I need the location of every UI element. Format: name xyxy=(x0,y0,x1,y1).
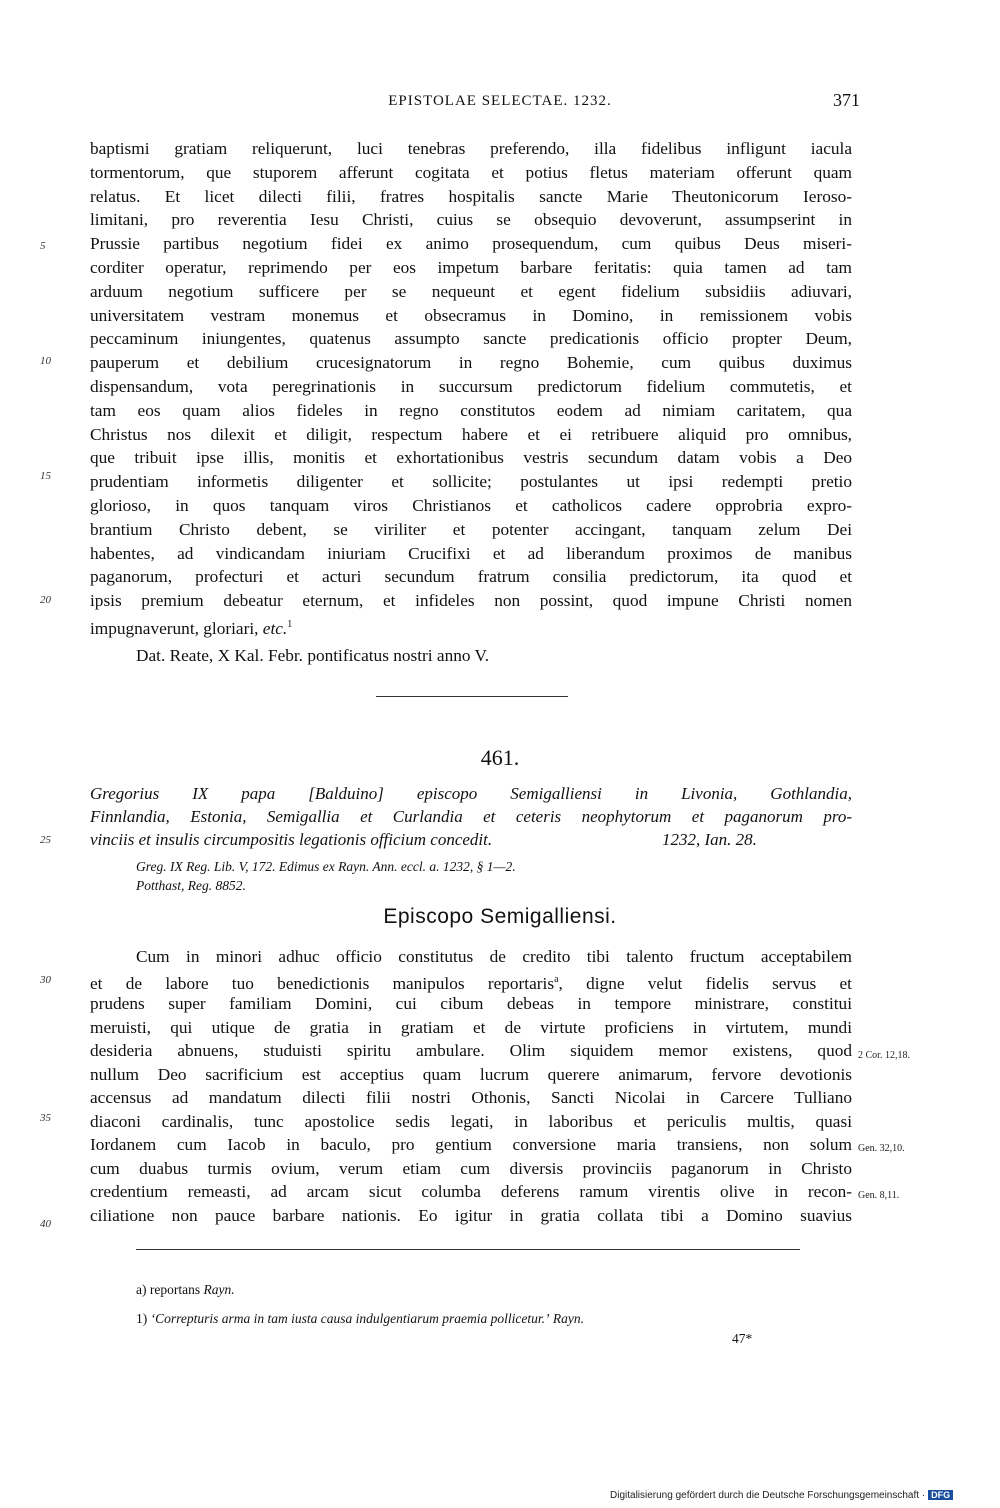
addressee-heading: Episcopo Semigalliensi. xyxy=(383,905,617,928)
sheet-signature: 47* xyxy=(732,1331,753,1346)
line-number: 5 xyxy=(40,240,46,252)
margin-reference: 2 Cor. 12,18. xyxy=(858,1050,910,1061)
margin-reference: Gen. 8,11. xyxy=(858,1190,900,1201)
text-line: limitani, pro reverentia Iesu Christi, cuius se obsequio devoverunt, assumpserint in xyxy=(90,210,852,230)
text-line: meruisti, qui utique de gratia in gratiam et de virtute proficiens in virtutem, mundi xyxy=(90,1017,852,1037)
summary-date: 1232, Ian. 28. xyxy=(662,830,757,849)
document-number: 461. xyxy=(480,745,520,770)
margin-reference: Gen. 32,10. xyxy=(858,1143,905,1154)
text-line: tormentorum, que stuporem afferunt cogitata et potius fletus materiam offerunt quam xyxy=(90,162,852,182)
line-number: 10 xyxy=(40,355,51,367)
text-line: credentium remeasti, ad arcam sicut columba deferens ramum virentis olive in recon- xyxy=(90,1182,852,1201)
summary-line: Finnlandia, Estonia, Semigallia et Curlandia et ceteris neophytorum et paganorum pro- xyxy=(90,807,852,826)
dfg-logo: DFG xyxy=(928,1490,953,1500)
text-line: nullum Deo sacrificium est acceptius quam lucrum querere animarum, fervore devotionis xyxy=(90,1064,852,1084)
text-line: universitatem vestram monemus et obsecramus in Domino, in remissionem vobis xyxy=(90,305,852,325)
page-number: 371 xyxy=(833,90,860,110)
digitization-credit: Digitalisierung gefördert durch die Deutsche Forschungsgemeinschaft · DFG xyxy=(610,1490,953,1501)
text-line: corditer operatur, reprimendo per eos impetum barbare feritatis: quia tamen ad tam xyxy=(90,258,852,277)
summary-line: vinciis et insulis circumpositis legationis officium concedit. xyxy=(90,830,493,849)
text-line: et de labore tuo benedictionis manipulos reportaris$^a$, digne velut fidelis servus et xyxy=(90,973,852,993)
footnote-1: 1) ‘Correpturis arma in tam iusta causa indulgentiarum praemia pollicetur.’ Rayn. xyxy=(136,1311,584,1326)
text-line: que tribuit ipse illis, monitis et exhortationibus vestris secundum datam vobis a Deo xyxy=(90,448,852,468)
footnote-a: a) reportans Rayn. xyxy=(136,1282,235,1297)
text-line: Prussie partibus negotium fidei ex animo prosequendum, cum quibus Deus miseri- xyxy=(90,234,852,254)
source-reference: Greg. IX Reg. Lib. V, 172. Edimus ex Rayn. Ann. eccl. a. 1232, § 1—2. xyxy=(136,859,516,874)
text-line: diaconi cardinalis, tunc apostolice sedis legati, in laboribus et periculis multis, quasi xyxy=(90,1111,852,1131)
text-line: accensus ad mandatum dilecti filii nostri Othonis, Sancti Nicolai in Carcere Tulliano xyxy=(90,1088,852,1107)
running-title: EPISTOLAE SELECTAE. 1232. xyxy=(388,93,612,109)
text-line: cum duabus turmis ovium, verum etiam cum diversis provinciis paganorum in Christo xyxy=(90,1158,852,1178)
text-line: tam eos quam alios fideles in regno constitutos eodem ad nimiam caritatem, qua xyxy=(90,400,852,420)
text-line: ciliatione non pauce barbare nationis. Eo igitur in gratia collata tibi a Domino suavius xyxy=(90,1205,852,1225)
section-divider xyxy=(376,696,568,697)
source-reference: Potthast, Reg. 8852. xyxy=(136,878,246,893)
text-line: baptismi gratiam reliquerunt, luci tenebras preferendo, illa fidelibus infligunt iacula xyxy=(90,139,852,158)
text-line: arduum negotium sufficere per se nequeunt et egent fidelium subsidiis adiuvari, xyxy=(90,281,852,301)
line-number: 35 xyxy=(40,1112,51,1124)
text-line: dispensandum, vota peregrinationis in succursum predictorum fidelium commutetis, et xyxy=(90,377,852,396)
line-number: 15 xyxy=(40,470,51,482)
line-number: 30 xyxy=(40,974,51,986)
text-line: glorioso, in quos tanquam viros Christianos et catholicos cadere opprobria expro- xyxy=(90,496,852,515)
footnote-rule xyxy=(136,1249,800,1250)
text-line: paganorum, profecturi et acturi secundum fratrum consilia predictorum, ita quod et xyxy=(90,567,852,587)
text-line: brantium Christo debent, se viriliter et potenter accingant, tanquam zelum Dei xyxy=(90,519,852,539)
line-number: 25 xyxy=(40,834,51,846)
text-line: impugnaverunt, gloriari, etc.$^1$ xyxy=(90,618,293,638)
text-line: Iordanem cum Iacob in baculo, pro gentium conversione maria transiens, non solum xyxy=(90,1135,852,1154)
text-line: prudens super familiam Domini, cui cibum debeas in tempore ministrare, constitui xyxy=(90,994,852,1013)
text-line: ipsis premium debeatur eternum, et infideles non possint, quod impune Christi nomen xyxy=(90,591,852,611)
dating-clause: Dat. Reate, X Kal. Febr. pontificatus nostri anno V. xyxy=(136,646,490,665)
text-line: desideria abnuens, studuisti spiritu ambulare. Olim siquidem memor existens, quod xyxy=(90,1041,852,1060)
line-number: 20 xyxy=(40,594,51,606)
text-line: Christus nos dilexit et diligit, respectum habere et ei retribuere aliquid pro omnibus, xyxy=(90,424,852,444)
line-number: 40 xyxy=(40,1218,51,1230)
text-line: peccaminum iniungentes, quatenus assumpto sancte predicationis officio propter Deum, xyxy=(90,329,852,349)
summary-line: Gregorius IX papa [Balduino] episcopo Semigalliensi in Livonia, Gothlandia, xyxy=(90,784,852,803)
text-line: relatus. Et licet dilecti filii, fratres hospitalis sancte Marie Theutonicorum Ieroso- xyxy=(90,186,852,206)
text-line: Cum in minori adhuc officio constitutus de credito tibi talento fructum acceptabilem xyxy=(136,947,852,966)
text-line: habentes, ad vindicandam iniuriam Crucifixi et ad liberandum proximos de manibus xyxy=(90,543,852,563)
text-line: prudentiam informetis diligenter et sollicite; postulantes ut ipsi redempti pretio xyxy=(90,472,852,492)
text-line: pauperum et debilium crucesignatorum in regno Bohemie, cum quibus duximus xyxy=(90,353,852,373)
